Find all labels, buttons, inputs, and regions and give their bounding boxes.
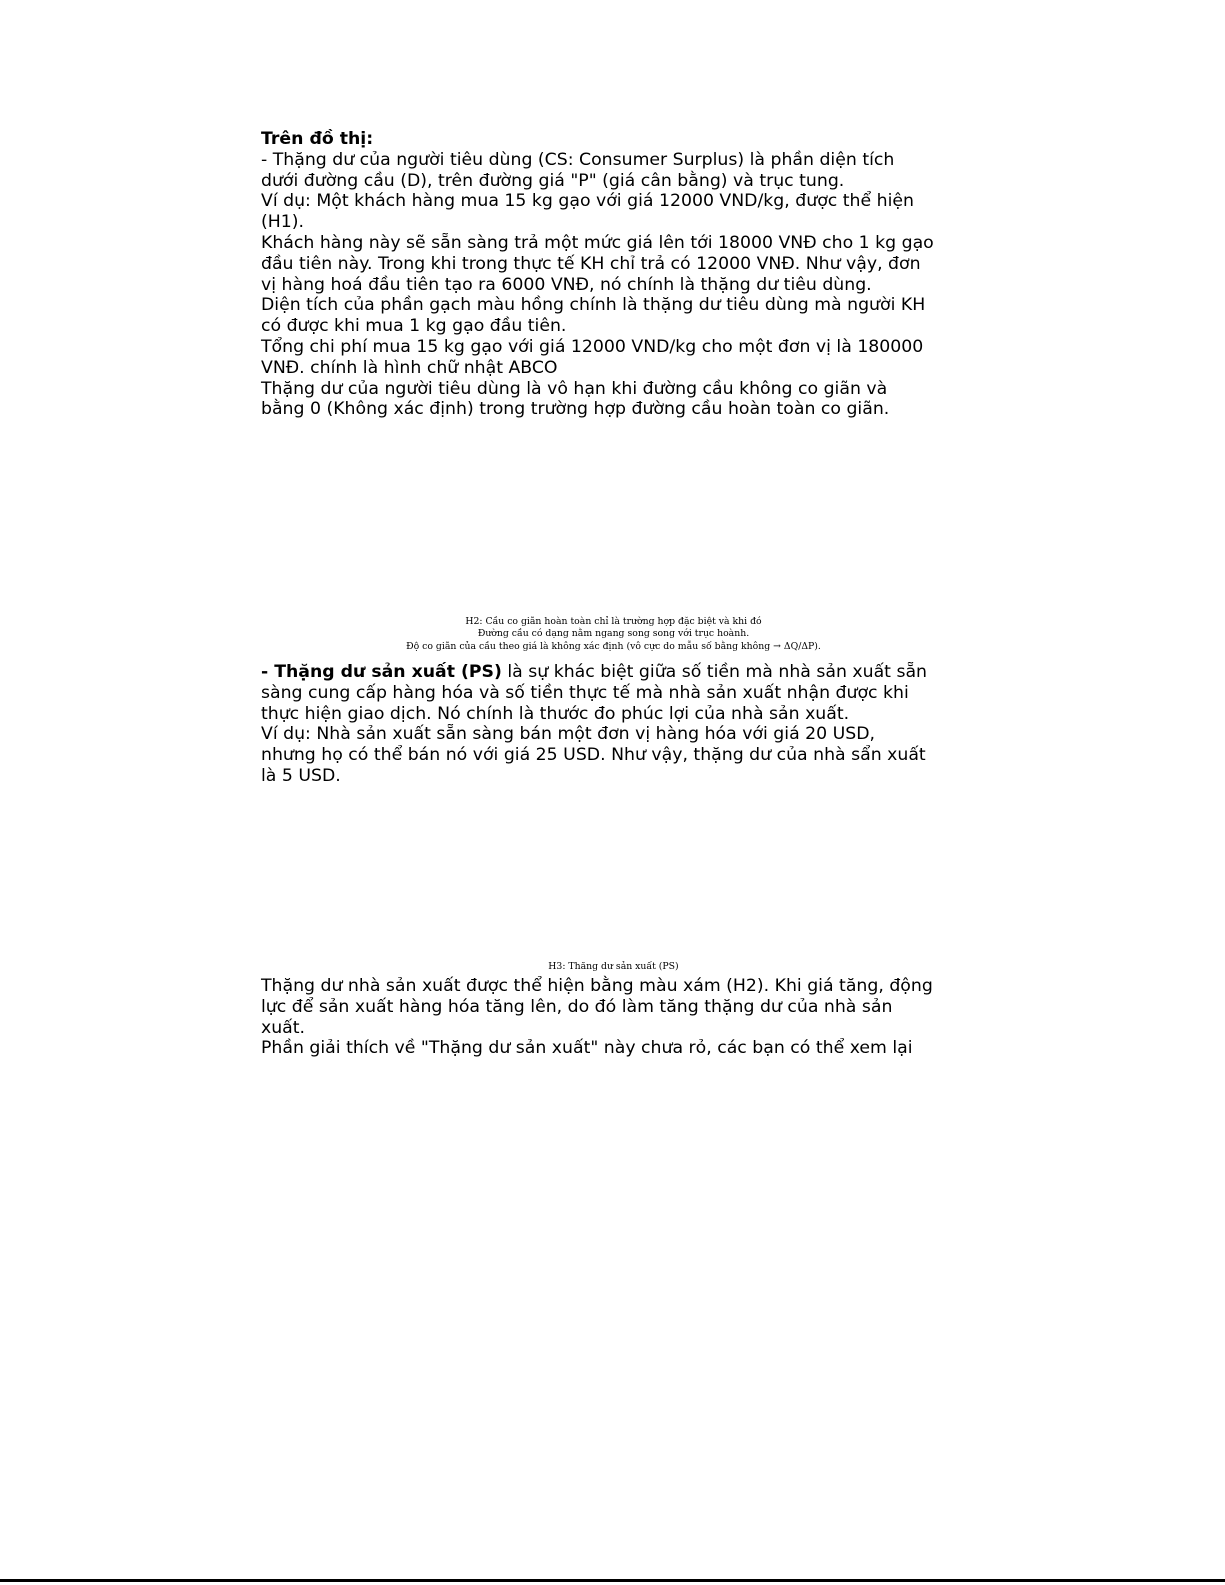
- text-line: thực hiện giao dịch. Nó chính là thước đo phúc lợi của nhà sản xuất.: [261, 703, 850, 724]
- text-line: dưới đường cầu (D), trên đường giá "P" (giá cân bằng) và trục tung.: [261, 170, 845, 191]
- text-line: đầu tiên này. Trong khi trong thực tế KH chỉ trả có 12000 VNĐ. Như vậy, đơn: [261, 253, 921, 274]
- consumer-surplus-section: [261, 129, 966, 420]
- producer-surplus-explanation: [261, 976, 966, 1059]
- text-line: - Thặng dư của người tiêu dùng (CS: Consumer Surplus) là phần diện tích: [261, 149, 895, 170]
- text-line: bằng 0 (Không xác định) trong trường hợp đường cầu hoàn toàn co giãn.: [261, 399, 890, 420]
- text-line: lực để sản xuất hàng hóa tăng lên, do đó làm tăng thặng dư của nhà sản: [261, 996, 893, 1017]
- text-line: Thặng dư nhà sản xuất được thể hiện bằng màu xám (H2). Khi giá tăng, động: [261, 976, 933, 996]
- page-bottom-border: [0, 1579, 1225, 1582]
- figure-caption-h2: [261, 616, 966, 653]
- figure-caption-h3: [261, 961, 966, 973]
- caption-line: H2: Cầu co giãn hoàn toàn chỉ là trường hợp đặc biệt và khi đó: [465, 616, 762, 627]
- caption-line: H3: Thăng dư sản xuất (PS): [548, 961, 679, 972]
- text-line: xuất.: [261, 1017, 306, 1038]
- text-line: sàng cung cấp hàng hóa và số tiền thực tế mà nhà sản xuất nhận được khi: [261, 682, 909, 703]
- text-line: Diện tích của phần gạch màu hồng chính là thặng dư tiêu dùng mà người KH: [261, 295, 926, 316]
- caption-line: Độ co giãn của cầu theo giá là không xác định (vô cực do mẫu số bằng không → ΔQ/ΔP).: [406, 640, 821, 652]
- text-line: là 5 USD.: [261, 765, 341, 786]
- caption-line: Đường cầu có dạng nằm ngang song song với trục hoành.: [477, 628, 750, 640]
- text-line: Khách hàng này sẽ sẵn sàng trả một mức giá lên tới 18000 VNĐ cho 1 kg gạo: [261, 232, 934, 253]
- text-line: vị hàng hoá đầu tiên tạo ra 6000 VNĐ, nó chính là thặng dư tiêu dùng.: [261, 274, 872, 295]
- text-line: nhưng họ có thể bán nó với giá 25 USD. Như vậy, thặng dư của nhà sẩn xuất: [261, 745, 926, 766]
- text-line: có được khi mua 1 kg gạo đầu tiên.: [261, 316, 567, 337]
- text-line: (H1).: [261, 212, 304, 233]
- text-line: Tổng chi phí mua 15 kg gạo với giá 12000 VND/kg cho một đơn vị là 180000: [261, 336, 924, 357]
- text-line: Ví dụ: Nhà sản xuất sẵn sàng bán một đơn vị hàng hóa với giá 20 USD,: [261, 724, 876, 745]
- text-line: Phần giải thích về "Thặng dư sản xuất" này chưa rỏ, các bạn có thể xem lại: [261, 1038, 913, 1059]
- section-heading: Trên đồ thị:: [261, 129, 374, 149]
- text-line: Thặng dư của người tiêu dùng là vô hạn khi đường cầu không co giãn và: [261, 378, 888, 399]
- text-line: [261, 662, 966, 683]
- text-line-rest: là sự khác biệt giữa số tiền mà nhà sản xuất sẵn: [501, 662, 927, 682]
- text-line: Ví dụ: Một khách hàng mua 15 kg gạo với giá 12000 VND/kg, được thể hiện: [261, 191, 914, 212]
- term-producer-surplus: - Thặng dư sản xuất (PS): [261, 662, 502, 682]
- producer-surplus-section: [261, 662, 966, 787]
- text-line: VNĐ. chính là hình chữ nhật ABCO: [261, 357, 558, 378]
